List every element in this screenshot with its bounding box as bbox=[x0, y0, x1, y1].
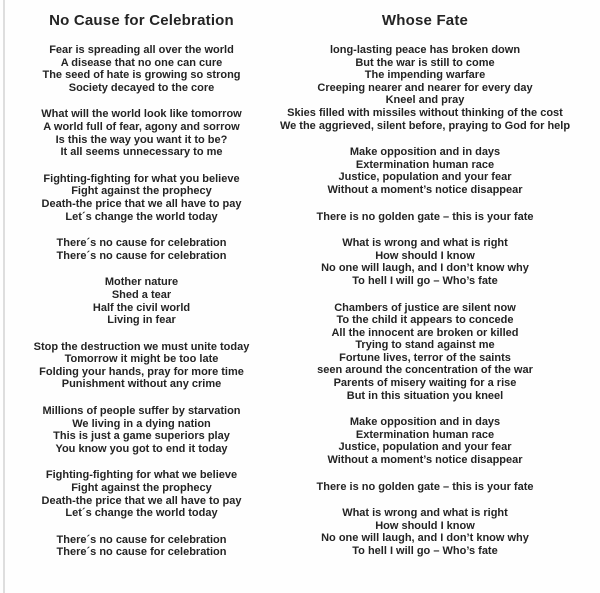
lyric-line: Without a moment’s notice disappear bbox=[327, 183, 523, 196]
lyric-line: Fear is spreading all over the world bbox=[49, 44, 234, 56]
stanza bbox=[270, 302, 580, 403]
lyric-line: We living in a dying nation bbox=[72, 417, 211, 430]
stanza bbox=[270, 481, 580, 494]
stanza bbox=[0, 44, 283, 94]
lyric-line: Creeping nearer and nearer for every day bbox=[317, 81, 533, 94]
song-column-no-cause-for-celebration bbox=[0, 12, 283, 559]
lyric-line: There is no golden gate – this is your fate bbox=[316, 480, 534, 493]
lyric-line: Stop the destruction we must unite today bbox=[33, 340, 250, 353]
lyric-line: No one will laugh, and I don’t know why bbox=[321, 532, 529, 545]
lyric-line: How should I know bbox=[375, 519, 475, 532]
stanza bbox=[270, 211, 580, 224]
stanza-list bbox=[270, 44, 580, 558]
stanza bbox=[0, 534, 283, 559]
lyric-line: Without a moment’s notice disappear bbox=[327, 454, 523, 467]
lyric-line: There´s no cause for celebration bbox=[56, 533, 227, 546]
lyric-line: Fight against the prophecy bbox=[71, 482, 212, 495]
lyric-line: Death-the price that we all have to pay bbox=[41, 494, 242, 507]
lyric-line: Mother nature bbox=[104, 276, 179, 289]
lyric-line: Justice, population and your fear bbox=[338, 171, 512, 184]
lyric-line: Millions of people suffer by starvation bbox=[42, 405, 241, 418]
song-title: No Cause for Celebration bbox=[49, 12, 234, 29]
lyric-line: All the innocent are broken or killed bbox=[331, 326, 519, 339]
lyric-line: Make opposition and in days bbox=[349, 146, 501, 159]
lyric-line: Trying to stand against me bbox=[355, 339, 495, 352]
stanza bbox=[0, 469, 283, 519]
lyric-line: To hell I will go – Who’s fate bbox=[352, 545, 498, 557]
lyric-line: Skies filled with missiles without thinking of the cost bbox=[287, 106, 563, 119]
lyric-line: We the aggrieved, silent before, praying to God for help bbox=[279, 119, 571, 132]
stanza bbox=[0, 405, 283, 455]
lyric-line: Punishment without any crime bbox=[61, 378, 222, 391]
lyric-line: But in this situation you kneel bbox=[346, 389, 504, 402]
lyric-line: You know you got to end it today bbox=[55, 442, 228, 455]
lyric-line: Make opposition and in days bbox=[349, 416, 501, 429]
lyric-line: Let´s change the world today bbox=[65, 507, 218, 520]
lyric-line: Extermination human race bbox=[355, 428, 495, 441]
lyric-line: Shed a tear bbox=[111, 288, 172, 301]
lyric-line: long-lasting peace has broken down bbox=[329, 44, 521, 56]
lyric-line: Is this the way you want it to be? bbox=[55, 133, 228, 146]
lyric-line: Half the civil world bbox=[92, 301, 191, 314]
lyric-line: Let´s change the world today bbox=[65, 210, 218, 223]
lyric-line: This is just a game superiors play bbox=[53, 430, 230, 443]
stanza bbox=[270, 507, 580, 557]
stanza bbox=[270, 237, 580, 287]
lyric-line: Living in fear bbox=[107, 314, 176, 327]
lyric-line: Fighting-fighting for what we believe bbox=[45, 469, 238, 482]
stanza-list bbox=[0, 44, 283, 559]
lyric-line: To the child it appears to concede bbox=[336, 314, 514, 327]
lyric-line: There´s no cause for celebration bbox=[56, 546, 227, 559]
lyric-line: What is wrong and what is right bbox=[342, 507, 508, 520]
lyric-line: Fortune lives, terror of the saints bbox=[339, 351, 511, 364]
lyric-line: Death-the price that we all have to pay bbox=[41, 197, 242, 210]
lyric-line: There´s no cause for celebration bbox=[56, 249, 227, 262]
lyric-line: Chambers of justice are silent now bbox=[334, 301, 516, 314]
stanza bbox=[270, 44, 580, 132]
lyric-line: There is no golden gate – this is your fate bbox=[316, 210, 534, 223]
song-column-whose-fate bbox=[270, 12, 580, 558]
lyric-line: Fighting-fighting for what you believe bbox=[43, 172, 240, 185]
lyric-line: What will the world look like tomorrow bbox=[41, 108, 242, 121]
stanza bbox=[0, 341, 283, 391]
stanza bbox=[0, 237, 283, 262]
stanza bbox=[270, 146, 580, 196]
stanza bbox=[0, 276, 283, 326]
lyric-line: Tomorrow it might be too late bbox=[64, 353, 219, 366]
lyric-line: A disease that no one can cure bbox=[60, 56, 223, 69]
lyric-line: Folding your hands, pray for more time bbox=[39, 365, 244, 378]
lyric-line: How should I know bbox=[375, 249, 475, 262]
stanza bbox=[270, 416, 580, 466]
lyric-line: Society decayed to the core bbox=[68, 81, 215, 94]
lyric-line: seen around the concentration of the war bbox=[317, 364, 533, 377]
lyric-line: There´s no cause for celebration bbox=[56, 237, 227, 250]
lyric-line: It all seems unnecessary to me bbox=[60, 146, 223, 159]
lyric-line: Fight against the prophecy bbox=[71, 185, 212, 198]
lyric-line: The seed of hate is growing so strong bbox=[42, 69, 241, 82]
lyric-line: But the war is still to come bbox=[355, 56, 495, 69]
lyric-line: Parents of misery waiting for a rise bbox=[333, 377, 517, 390]
stanza bbox=[0, 108, 283, 158]
lyric-line: To hell I will go – Who’s fate bbox=[352, 274, 498, 287]
lyric-line: Kneel and pray bbox=[385, 94, 465, 107]
lyric-line: A world full of fear, agony and sorrow bbox=[43, 120, 240, 133]
stanza bbox=[0, 173, 283, 223]
lyric-line: What is wrong and what is right bbox=[342, 237, 508, 250]
lyric-line: No one will laugh, and I don’t know why bbox=[321, 262, 529, 275]
lyric-line: The impending warfare bbox=[364, 69, 486, 82]
song-title: Whose Fate bbox=[381, 12, 469, 29]
lyric-line: Justice, population and your fear bbox=[338, 441, 512, 454]
lyric-line: Extermination human race bbox=[355, 158, 495, 171]
